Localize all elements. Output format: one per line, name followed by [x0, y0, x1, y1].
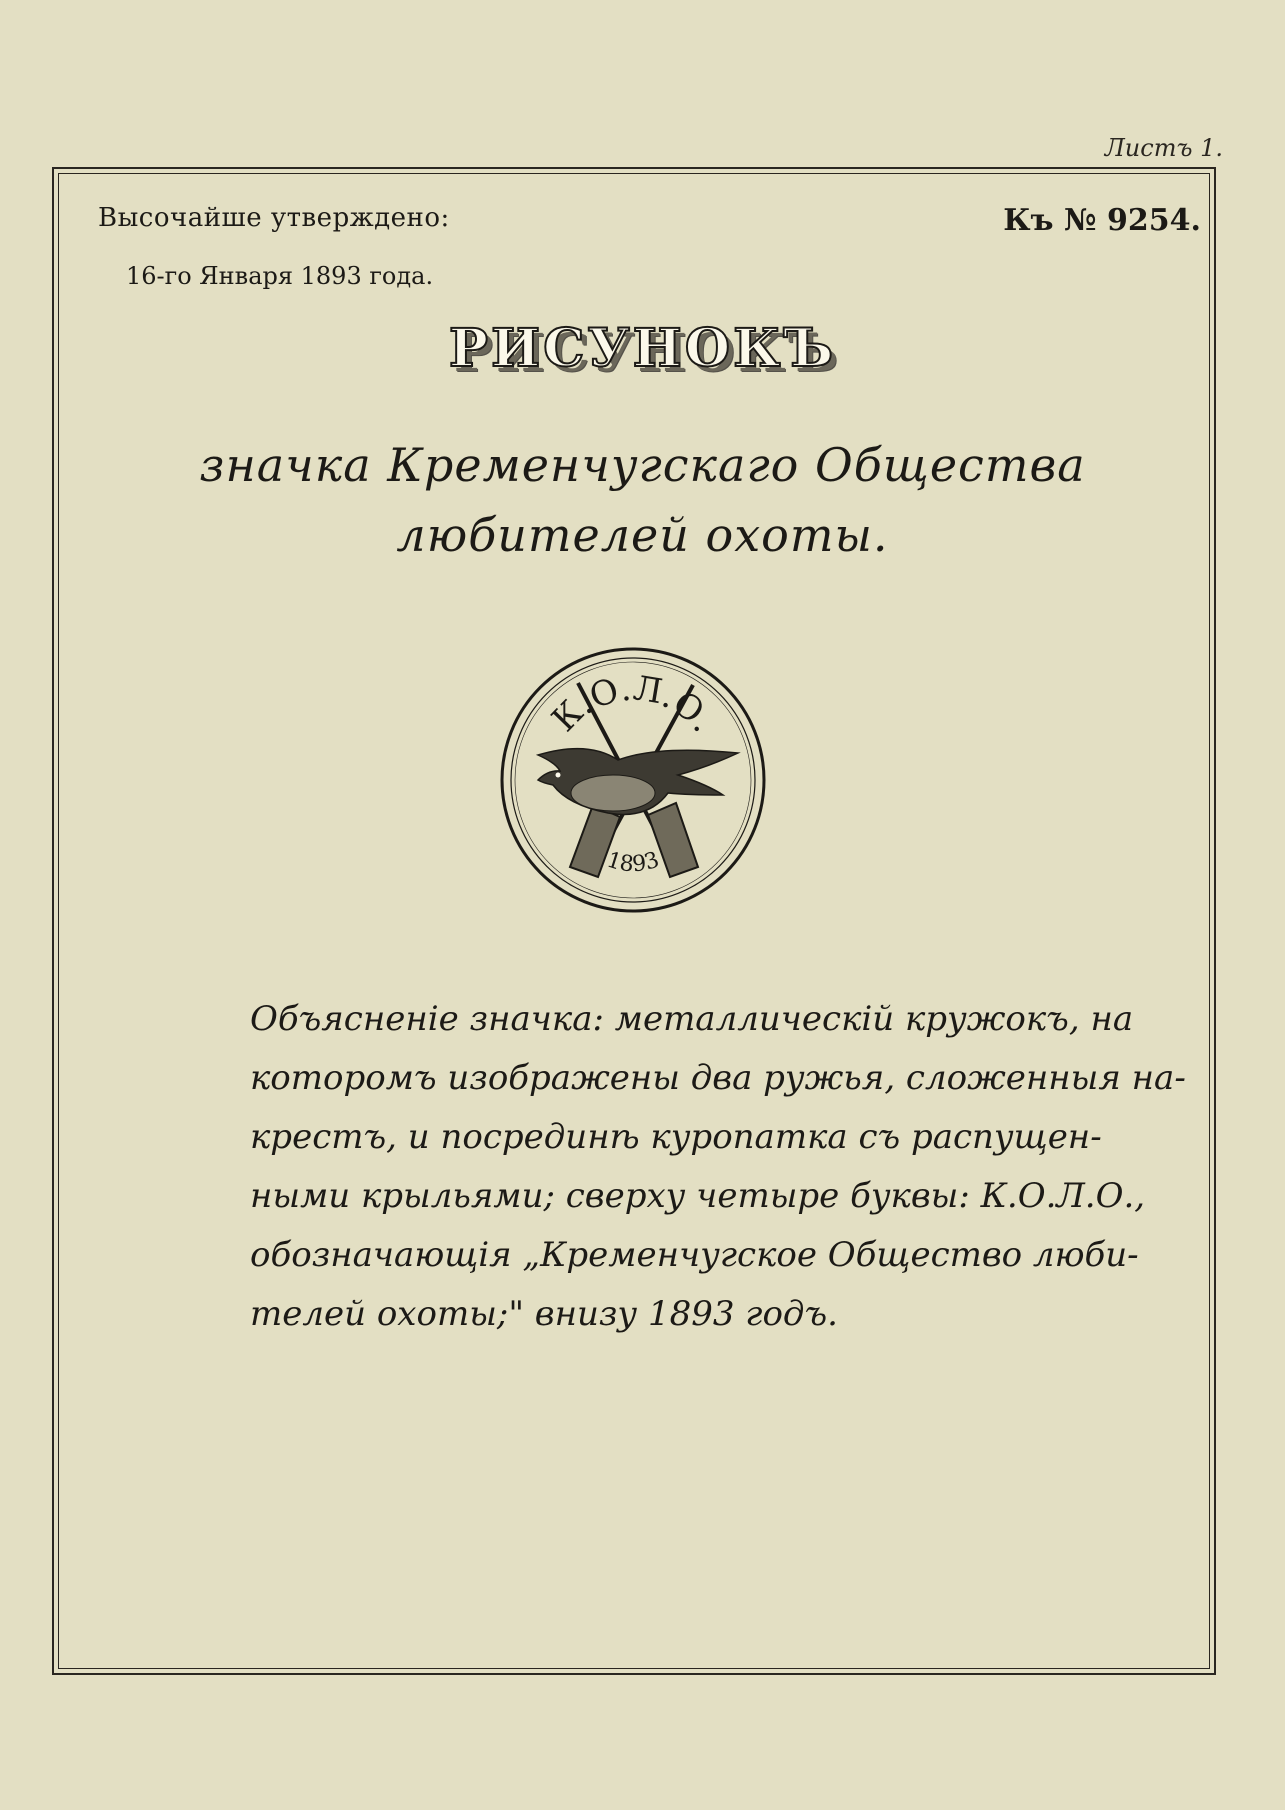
inner-frame — [58, 173, 1210, 1669]
description-line: обозначающія „Кременчугское Общество люби- — [250, 1235, 1139, 1275]
description-line: которомъ изображены два ружья, сложенныя на- — [250, 1058, 1186, 1098]
subtitle-line-1: значка Кременчугскаго Общества — [199, 438, 1086, 492]
approval-date: 16-го Января 1893 года. — [126, 262, 434, 290]
description-line: крестъ, и посрединѣ куропатка съ распущен- — [250, 1117, 1102, 1157]
description-line: телей охоты;" внизу 1893 годъ. — [250, 1294, 838, 1334]
sheet-label: Листъ 1. — [1104, 134, 1223, 162]
approval-heading: Высочайше утверждено: — [98, 203, 450, 233]
badge-emblem — [498, 645, 768, 915]
description — [250, 990, 1186, 1344]
badge-year: 1893 — [603, 847, 663, 878]
description-line: Объясненіе значка: металлическій кружокъ, на — [250, 999, 1134, 1039]
badge-letters: К.О.Л.О. — [544, 668, 723, 740]
description-line: ными крыльями; сверху четыре буквы: К.О.Л.О., — [250, 1176, 1146, 1216]
subtitle-line-2: любителей охоты. — [396, 508, 889, 562]
partridge-icon — [538, 749, 738, 815]
document-number: Къ № 9254. — [1003, 203, 1201, 238]
page-title: РИСУНОКЪ — [448, 318, 837, 379]
